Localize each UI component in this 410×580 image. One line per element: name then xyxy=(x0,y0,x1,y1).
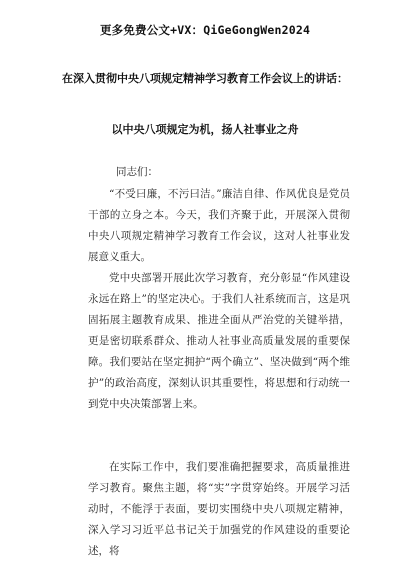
document-subtitle: 以中央八项规定为机，扬人社事业之舟 xyxy=(111,123,299,136)
paragraph-3 xyxy=(88,457,350,562)
paragraph-text: 在实际工作中，我们要准确把握要求，高质量推进学习教育。聚焦主题，将“实”字贯穿始终。开展学习活动时，不能浮于表面，要切实围绕中央八项规定精神，深入学习习近平总书记关于加强党的作风建设的重要论述，将 xyxy=(88,461,350,557)
salutation: 同志们： xyxy=(116,166,158,178)
paragraph-2 xyxy=(88,268,350,415)
promo-banner: 更多免费公文+VX：QiGeGongWen2024 xyxy=(99,23,311,37)
paragraph-1 xyxy=(88,184,350,268)
paragraph-text: 党中央部署开展此次学习教育，充分彰显“作风建设永远在路上”的坚定决心。于我们人社系统而言，这是巩固拓展主题教育成果、推进全面从严治党的关键举措，更是密切联系群众、推动人社事业高质量发展的重要保障。我们要站在坚定拥护“两个确立”、坚决做到“两个维护”的政治高度，深刻认识其重要性，将思想和行动统一到党中央决策部署上来。 xyxy=(88,272,350,410)
document-title: 在深入贯彻中央八项规定精神学习教育工作会议上的讲话： xyxy=(62,72,348,85)
paragraph-text: “不受曰廉，不污曰洁。”廉洁自律、作风优良是党员干部的立身之本。今天，我们齐聚于此，开展深入贯彻中央八项规定精神学习教育工作会议，这对人社事业发展意义重大。 xyxy=(88,188,350,263)
